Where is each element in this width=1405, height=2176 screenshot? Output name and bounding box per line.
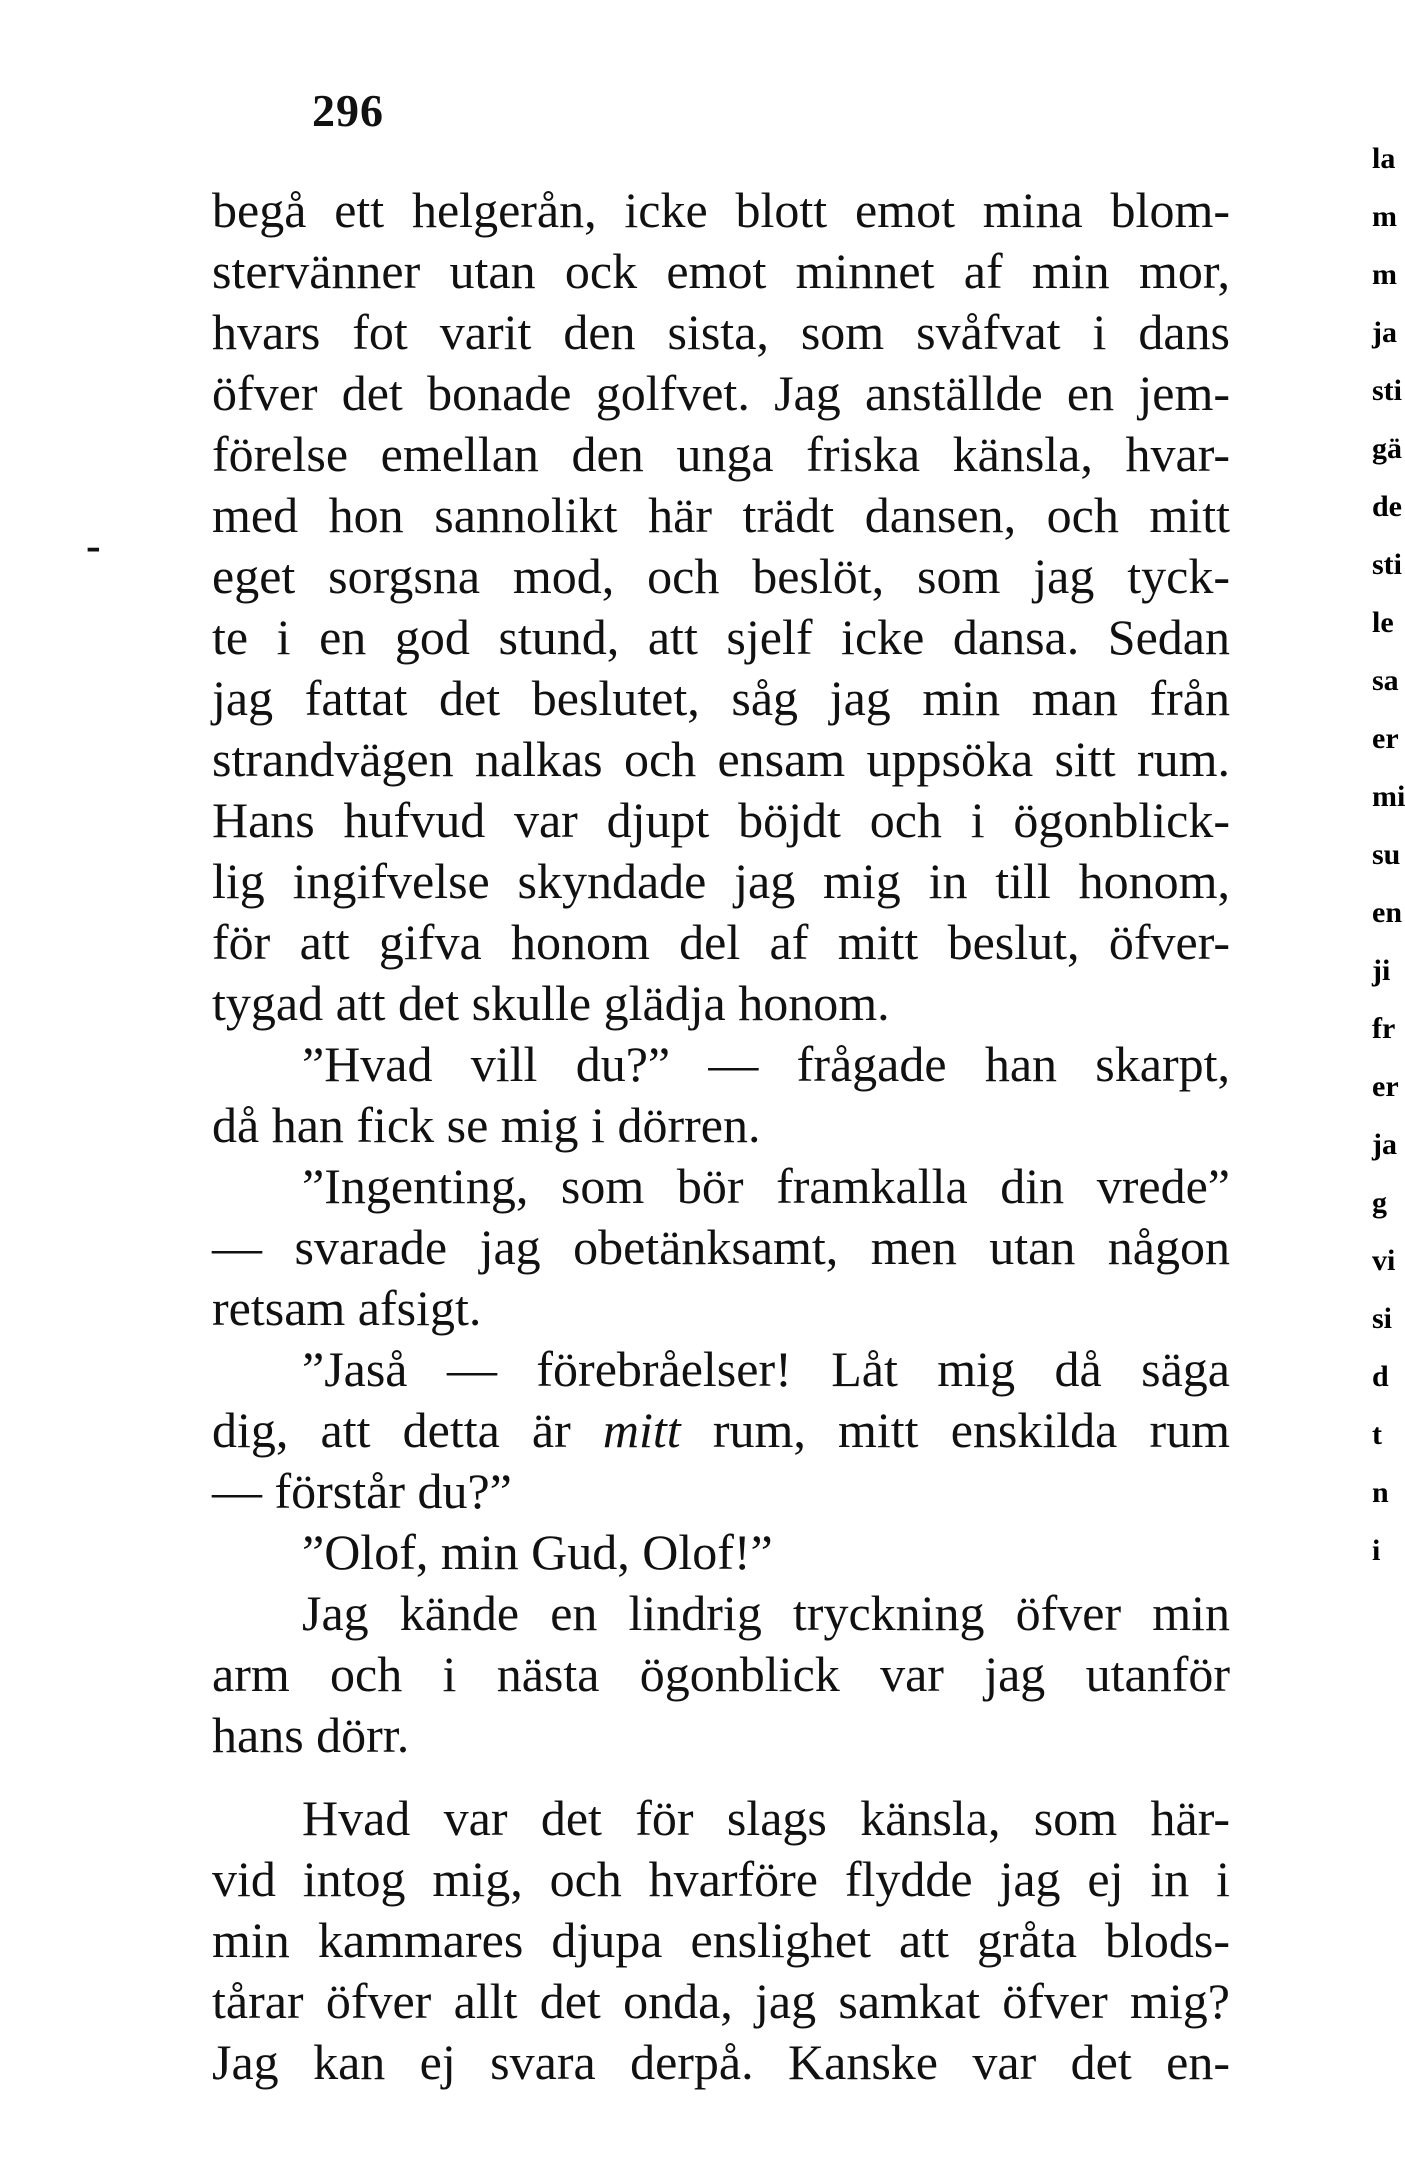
text-line: för att gifva honom del af mitt beslut, öfver- [212,914,1230,970]
text-line: Jag kan ej svara derpå. Kanske var det en- [212,2034,1230,2090]
text-line: ”Ingenting, som bör framkalla din vrede” [302,1158,1230,1214]
text-line: begå ett helgerån, icke blott emot mina blom- [212,182,1230,238]
bleed-fragment: vi [1372,1244,1396,1277]
bleed-fragment: er [1372,1070,1399,1103]
bleed-fragment: d [1372,1360,1389,1393]
facing-page-bleed [1372,130,1405,2010]
bleed-fragment: ja [1372,1128,1397,1161]
text-line: dig, att detta är mitt rum, mitt enskilda rum [212,1402,1230,1458]
text-line: min kammares djupa enslighet att gråta blods- [212,1912,1230,1968]
bleed-fragment: i [1372,1534,1381,1567]
body-text [212,180,1230,2093]
text-line: — förstår du?” [212,1463,512,1519]
text-line: arm och i nästa ögonblick var jag utanför [212,1646,1230,1702]
bleed-fragment: ji [1372,954,1391,987]
page-number: 296 [312,85,384,136]
bleed-fragment: le [1372,606,1394,639]
bleed-fragment: si [1372,1302,1393,1335]
text-line: Hvad var det för slags känsla, som här- [302,1790,1230,1846]
emphasized-word: mitt [602,1402,681,1458]
text-line: ”Jaså — förebråelser! Låt mig då säga [302,1341,1230,1397]
bleed-fragment: sa [1372,664,1399,697]
text-line: hvars fot varit den sista, som svåfvat i dans [212,304,1230,360]
text-line: öfver det bonade golfvet. Jag anställde en jem- [212,365,1230,421]
bleed-fragment: m [1372,258,1397,291]
text-line: te i en god stund, att sjelf icke dansa. Sedan [212,609,1230,665]
text-line: vid intog mig, och hvarföre flydde jag ej in i [212,1851,1230,1907]
bleed-fragment: de [1372,490,1402,523]
text-line: — svarade jag obetänksamt, men utan någon [212,1219,1230,1275]
text-line: hans dörr. [212,1707,410,1763]
bleed-fragment: fr [1372,1012,1396,1045]
bleed-fragment: mi [1372,780,1405,813]
bleed-fragment: gä [1372,432,1402,465]
text-line: stervänner utan ock emot minnet af min mor, [212,243,1230,299]
text-line: eget sorgsna mod, och beslöt, som jag tyck- [212,548,1230,604]
text-line: lig ingifvelse skyndade jag mig in till honom, [212,853,1230,909]
bleed-fragment: en [1372,896,1402,929]
bleed-fragment: sti [1372,548,1402,581]
paragraph-gap [212,1766,1230,1788]
text-line: Hans hufvud var djupt böjdt och i ögonblick- [212,792,1230,848]
margin-dash-mark: - [86,521,101,570]
text-line: tårar öfver allt det onda, jag samkat öfver mig? [212,1973,1230,2029]
bleed-fragment: g [1372,1186,1387,1219]
bleed-fragment: er [1372,722,1399,755]
text-line: tygad att det skulle glädja honom. [212,975,890,1031]
bleed-fragment: su [1372,838,1401,871]
text-line: jag fattat det beslutet, såg jag min man från [212,670,1230,726]
bleed-fragment: m [1372,200,1397,233]
text-line: retsam afsigt. [212,1280,482,1336]
text-line: Jag kände en lindrig tryckning öfver min [302,1585,1230,1641]
bleed-fragment: ja [1372,316,1397,349]
text-line: med hon sannolikt här trädt dansen, och mitt [212,487,1230,543]
text-line: förelse emellan den unga friska känsla, hvar- [212,426,1230,482]
text-line: ”Olof, min Gud, Olof!” [302,1524,773,1580]
bleed-fragment: t [1372,1418,1382,1451]
bleed-fragment: n [1372,1476,1389,1509]
bleed-fragment: la [1372,142,1396,175]
text-line: strandvägen nalkas och ensam uppsöka sitt rum. [212,731,1230,787]
text-line: då han fick se mig i dörren. [212,1097,761,1153]
bleed-fragment: sti [1372,374,1402,407]
text-line: ”Hvad vill du?” — frågade han skarpt, [302,1036,1230,1092]
